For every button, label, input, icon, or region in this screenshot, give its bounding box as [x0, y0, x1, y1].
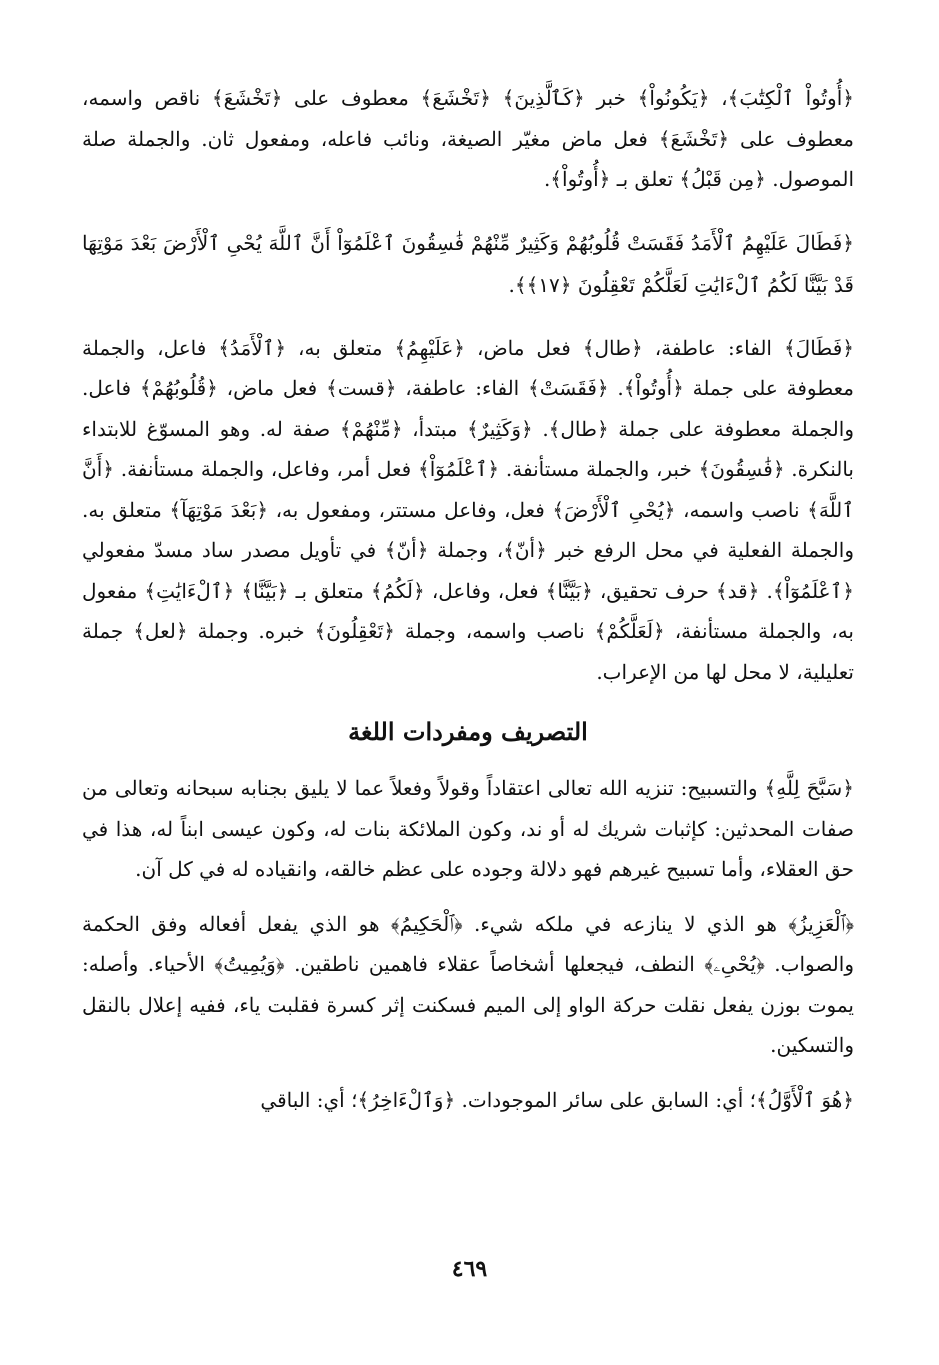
page-number: ٤٦٩ [451, 1256, 488, 1282]
paragraph-vocabulary-2: ﴿ٱلْعَزِيزُ﴾ هو الذي لا ينازعه في ملكه شيء. ﴿ٱلْحَكِيمُ﴾ هو الذي يفعل أفعاله وفق الحكمة والصواب. ﴿يُحْىِۦ﴾ النطف، فيجعلها أشخاصاً عقلاء فاهمين ناطقين. ﴿وَيُمِيتُ﴾ الأحياء. وأصله: يموت بوزن يفعل نقلت حركة الواو إلى الميم فسكنت إثر كسرة فقلبت ياء، ففيه إعلال بالنقل والتسكين. [82, 911, 854, 1057]
page-body [82, 78, 854, 1120]
quran-verse: ﴿فَطَالَ عَلَيْهِمُ ٱلْأَمَدُ فَقَسَتْ قُلُوبُهُمْ وَكَثِيرٌ مِّنْهُمْ فَٰسِقُونَ ٱعْلَمُوٓاْ أَنَّ ٱللَّهَ يُحْىِ ٱلْأَرْضَ بَعْدَ مَوْتِهَا قَدْ بَيَّنَّا لَكُمُ ٱلْءَايَٰتِ لَعَلَّكُمْ تَعْقِلُونَ ﴿١٧﴾﴾. [82, 230, 854, 297]
paragraph-grammar-2: ﴿فَطَالَ﴾ الفاء: عاطفة، ﴿طال﴾ فعل ماض، ﴿عَلَيْهِمُ﴾ متعلق به، ﴿ٱلْأَمَدُ﴾ فاعل، والجملة معطوفة على جملة ﴿أُوتُواْ﴾. ﴿فَقَسَتْ﴾ الفاء: عاطفة، ﴿قست﴾ فعل ماض، ﴿قُلُوبُهُمْ﴾ فاعل. والجملة معطوفة على جملة ﴿طال﴾. ﴿وَكَثِيرٌ﴾ مبتدأ، ﴿مِّنْهُمْ﴾ صفة له. وهو المسوّغ للابتداء بالنكرة. ﴿فَٰسِقُونَ﴾ خبر، والجملة مستأنفة. ﴿ٱعْلَمُوٓاْ﴾ فعل أمر، وفاعل، والجملة مستأنفة. ﴿أَنَّ ٱللَّهَ﴾ ناصب واسمه، ﴿يُحْىِ ٱلْأَرْضَ﴾ فعل، وفاعل مستتر، ومفعول به، ﴿بَعْدَ مَوْتِهَآ﴾ متعلق به. والجملة الفعلية في محل الرفع خبر ﴿أنّ﴾، وجملة ﴿أنّ﴾ في تأويل مصدر ساد مسدّ مفعولي ﴿ٱعْلَمُوٓاْ﴾. ﴿قد﴾ حرف تحقيق، ﴿بَيَّنَّا﴾ فعل، وفاعل، ﴿لَكُمُ﴾ متعلق بـ ﴿بَيَّنَّا﴾ ﴿ٱلْءَايَٰتِ﴾ مفعول به، والجملة مستأنفة، ﴿لَعَلَّكُمْ﴾ ناصب واسمه، وجملة ﴿تَعْقِلُونَ﴾ خبره. وجملة ﴿لعل﴾ جملة تعليلية، لا محل لها من الإعراب. [82, 335, 854, 684]
paragraph-grammar-1: ﴿أُوتُواْ ٱلْكِتَٰبَ﴾، ﴿يَكُونُواْ﴾ خبر ﴿كَٱلَّذِينَ﴾ ﴿تَخْشَعَ﴾ معطوف على ﴿تَخْشَعَ﴾ ناقص واسمه، معطوف على ﴿تَخْشَعَ﴾ فعل ماض مغيّر الصيغة، ونائب فاعله، ومفعول ثان. والجملة صلة الموصول. ﴿مِن قَبْلُ﴾ تعلق بـ ﴿أُوتُواْ﴾. [82, 86, 854, 191]
paragraph-vocabulary-3: ﴿هُوَ ٱلْأَوَّلُ﴾؛ أي: السابق على سائر الموجودات. ﴿وَٱلْءَاخِرُ﴾؛ أي: الباقي [260, 1087, 854, 1112]
section-heading: التصريف ومفردات اللغة [348, 717, 588, 746]
paragraph-vocabulary-1: ﴿سَبَّحَ لِلَّهِ﴾ والتسبيح: تنزيه الله تعالى اعتقاداً وقولاً وفعلاً عما لا يليق بجنابه سبحانه وتعالى من صفات المحدثين: كإثبات شريك له أو ند، وكون الملائكة بنات له، وكون عيسى ابناً له، هذا في حق العقلاء، وأما تسبيح غيرهم فهو دلالة وجوده على عظم خالقه، وانقياده له في كل آن. [82, 776, 854, 881]
